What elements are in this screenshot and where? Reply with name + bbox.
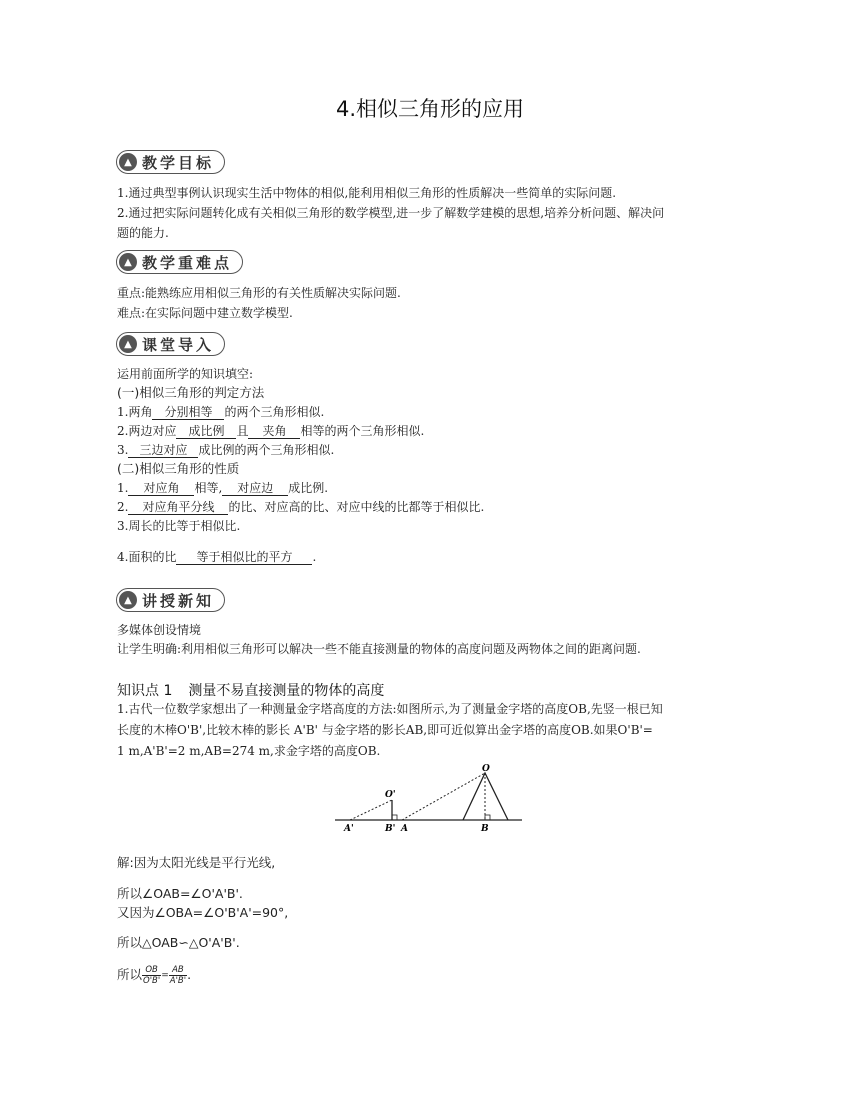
text: 且 [236,424,249,438]
intro-item-1-2 [117,423,424,439]
goal-line-2: 2.通过把实际问题转化成有关相似三角形的数学模型,进一步了解数学建模的思想,培养分析问题、解决问 [117,206,665,220]
intro-item-1-3 [117,442,334,458]
solution-line-5 [117,965,191,986]
label-O-prime: O' [385,790,396,800]
denominator: O'B' [143,976,161,986]
goal-line-1: 1.通过典型事例认识现实生活中物体的相似,能利用相似三角形的性质解决一些简单的实际问题. [117,186,617,200]
knowledge-point-title: 测量不易直接测量的物体的高度 [188,683,385,699]
difficulty-line: 难点:在实际问题中建立数学模型. [117,306,293,320]
numerator: OB [142,965,161,976]
pyramid-figure [330,760,530,835]
text: 相等的两个三角形相似. [300,424,425,438]
text: 的比、对应高的比、对应中线的比都等于相似比. [228,500,485,514]
fill-blank: 夹角 [248,424,300,439]
problem-line-3: 1 m,A'B'=2 m,AB=274 m,求金字塔的高度OB. [117,744,381,758]
intro-item-1-1 [117,404,324,420]
fill-blank: 等于相似比的平方 [176,550,312,565]
text: 所以 [117,967,143,982]
text: 2. [117,500,129,514]
text: 3. [117,443,129,457]
section-badge-new-knowledge [116,588,225,612]
problem-line-2: 长度的木棒O'B',比较木棒的影长 A'B' 与金字塔的影长AB,即可近似算出金字塔的高度OB.如果O'B'= [117,723,653,737]
label-O: O [482,764,490,774]
text: 1.两角 [117,405,153,419]
section-badge-intro [116,332,225,356]
section-icon: ▲ [119,153,137,171]
label-B: B [481,824,489,834]
fraction-ab-over-ab-prime [169,965,187,986]
fill-blank: 对应边 [222,481,288,496]
section-icon: ▲ [119,335,137,353]
fill-blank: 对应角平分线 [128,500,228,515]
section-badge-key-points [116,250,243,274]
text: 成比例. [288,481,329,495]
knowledge-point-label: 知识点 1 [117,683,173,699]
solution-line-1: 解:因为太阳光线是平行光线, [117,855,276,870]
label-A: A [401,824,408,834]
section-title-key-points: 教学重难点 [142,253,233,272]
label-A-prime: A' [344,824,354,834]
page-title: 4.相似三角形的应用 [335,97,525,121]
focus-line: 重点:能熟练应用相似三角形的有关性质解决实际问题. [117,286,401,300]
intro-item-2-3: 3.周长的比等于相似比. [117,519,241,533]
intro-item-2-2 [117,499,484,515]
text: 2.两边对应 [117,424,177,438]
equals-sign: = [161,970,169,981]
text: 成比例的两个三角形相似. [198,443,335,457]
goal-line-3: 题的能力. [117,226,169,240]
new-line-2: 让学生明确:利用相似三角形可以解决一些不能直接测量的物体的高度问题及两物体之间的距离问题. [117,642,641,656]
intro-part2-title: (二)相似三角形的性质 [117,461,240,476]
section-title-intro: 课堂导入 [142,335,215,354]
text: 的两个三角形相似. [224,405,325,419]
denominator: A'B' [169,976,187,986]
section-icon: ▲ [119,253,137,271]
section-title-goals: 教学目标 [142,153,215,172]
solution-line-4: 所以△OAB∽△O'A'B'. [117,935,240,950]
problem-text [117,699,747,762]
section-title-new-knowledge: 讲授新知 [142,591,215,610]
fill-blank: 成比例 [176,424,236,439]
fraction-ob-over-ob-prime [142,965,161,986]
text: 1. [117,481,129,495]
intro-part1-title: (一)相似三角形的判定方法 [117,385,265,400]
text: . [187,967,192,982]
section-badge-goals [116,150,225,174]
intro-lead: 运用前面所学的知识填空: [117,367,254,381]
numerator: AB [169,965,187,976]
solution-line-2: 所以∠OAB=∠O'A'B'. [117,886,243,901]
new-line-1: 多媒体创设情境 [117,623,202,637]
fill-blank: 三边对应 [128,443,198,458]
fill-blank: 对应角 [128,481,194,496]
solution-line-3: 又因为∠OBA=∠O'B'A'=90°, [117,905,289,920]
intro-item-2-1 [117,480,328,496]
text: 4.面积的比 [117,550,177,564]
label-B-prime: B' [385,824,396,834]
fill-blank: 分别相等 [152,405,224,420]
text: . [312,550,317,564]
knowledge-point-heading [117,680,384,700]
section-icon: ▲ [119,591,137,609]
intro-item-2-4 [117,549,316,565]
text: 相等, [194,481,223,495]
problem-line-1: 1.古代一位数学家想出了一种测量金字塔高度的方法:如图所示,为了测量金字塔的高度OB,先竖一根已知 [117,702,663,716]
